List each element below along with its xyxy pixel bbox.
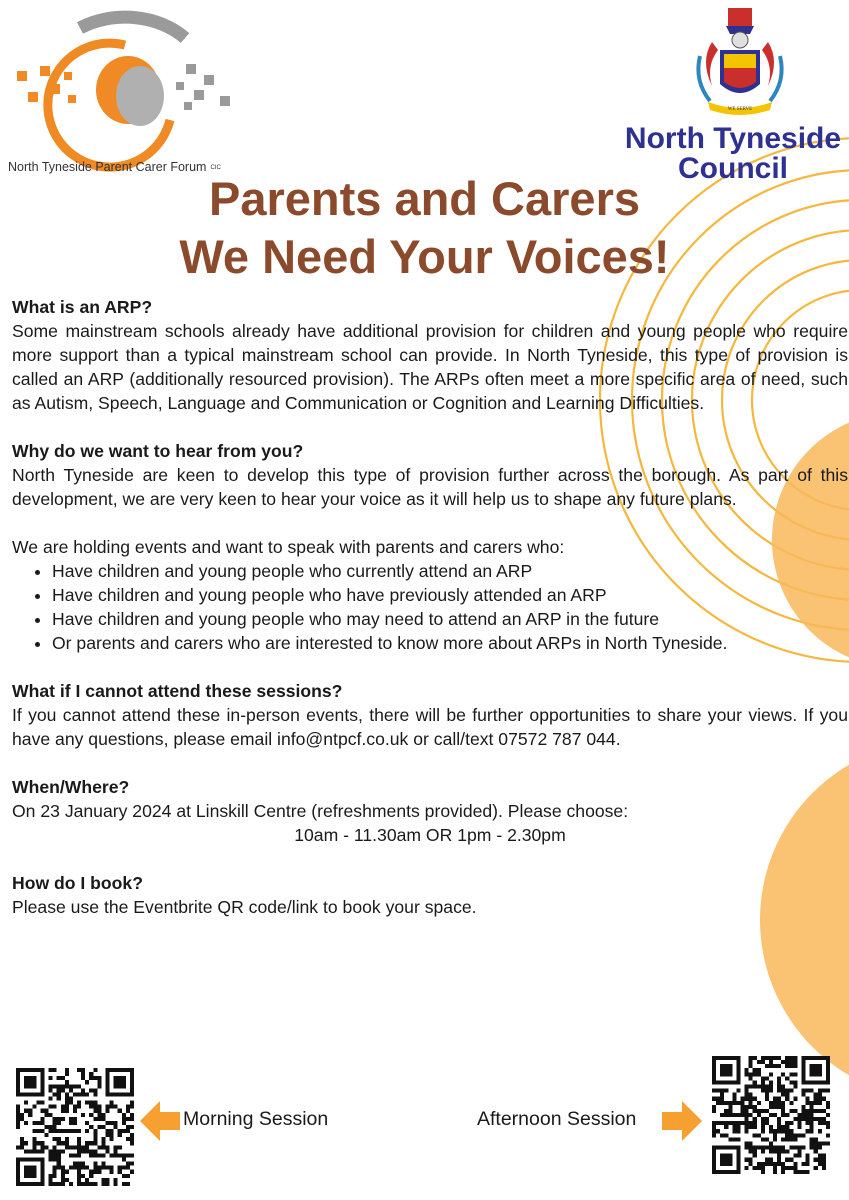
when-where-body: On 23 January 2024 at Linskill Centre (refreshments provided). Please choose: [12, 801, 629, 821]
cannot-attend-heading: What if I cannot attend these sessions? [12, 681, 343, 701]
page-title-line2: We Need Your Voices! [179, 230, 670, 283]
flyer-content [12, 295, 848, 919]
arrow-right-icon [660, 1099, 704, 1143]
page-title-line1: Parents and Carers [208, 172, 641, 225]
forum-name: North Tyneside Parent Carer Forum CIC [8, 160, 221, 174]
events-intro: We are holding events and want to speak with parents and carers who: [12, 537, 565, 557]
afternoon-session-label: Afternoon Session [477, 1108, 637, 1130]
list-item: • Have children and young people who have previously attended an ARP [52, 583, 848, 607]
cannot-attend-body: If you cannot attend these in-person events, there will be further opportunities to share your views. If you have any questions, please email info@ntpcf.co.uk or call/text 07572 787 044. [12, 705, 848, 749]
booking-body: Please use the Eventbrite QR code/link to book your space. [12, 897, 477, 917]
svg-text:WE SERVE: WE SERVE [727, 107, 753, 112]
arp-heading: What is an ARP? [12, 297, 153, 317]
council-crest [690, 6, 790, 124]
why-body: North Tyneside are keen to develop this type of provision further across the borough. As part of this development, we are very keen to hear your voice as it will help us to shape any future plans. [12, 465, 848, 509]
morning-qr-code-icon[interactable] [16, 1068, 134, 1186]
arrow-left-icon [138, 1099, 182, 1143]
forum-logo [0, 0, 260, 180]
arp-body: Some mainstream schools already have additional provision for children and young people who require more support than a typical mainstream school can provide. In North Tyneside, this type of provision is called an ARP (additionally resourced provision). The ARPs often meet a more specific area of need, such as Autism, Speech, Language and Communication or Cognition and Learning Difficulties. [12, 321, 848, 413]
events-list [12, 559, 848, 655]
when-where-heading: When/Where? [12, 777, 130, 797]
list-item: • Have children and young people who may need to attend an ARP in the future [52, 607, 848, 631]
morning-session-label: Morning Session [183, 1108, 329, 1130]
why-heading: Why do we want to hear from you? [12, 441, 304, 461]
afternoon-qr-code-icon[interactable] [712, 1056, 830, 1174]
council-name-line1: North Tyneside [624, 122, 842, 155]
booking-heading: How do I book? [12, 873, 143, 893]
session-times: 10am - 11.30am OR 1pm - 2.30pm [294, 825, 566, 845]
list-item: • Or parents and carers who are interested to know more about ARPs in North Tyneside. [52, 631, 848, 655]
list-item: • Have children and young people who currently attend an ARP [52, 559, 848, 583]
page-title [0, 170, 849, 286]
council-name-line2: Council [678, 152, 788, 185]
